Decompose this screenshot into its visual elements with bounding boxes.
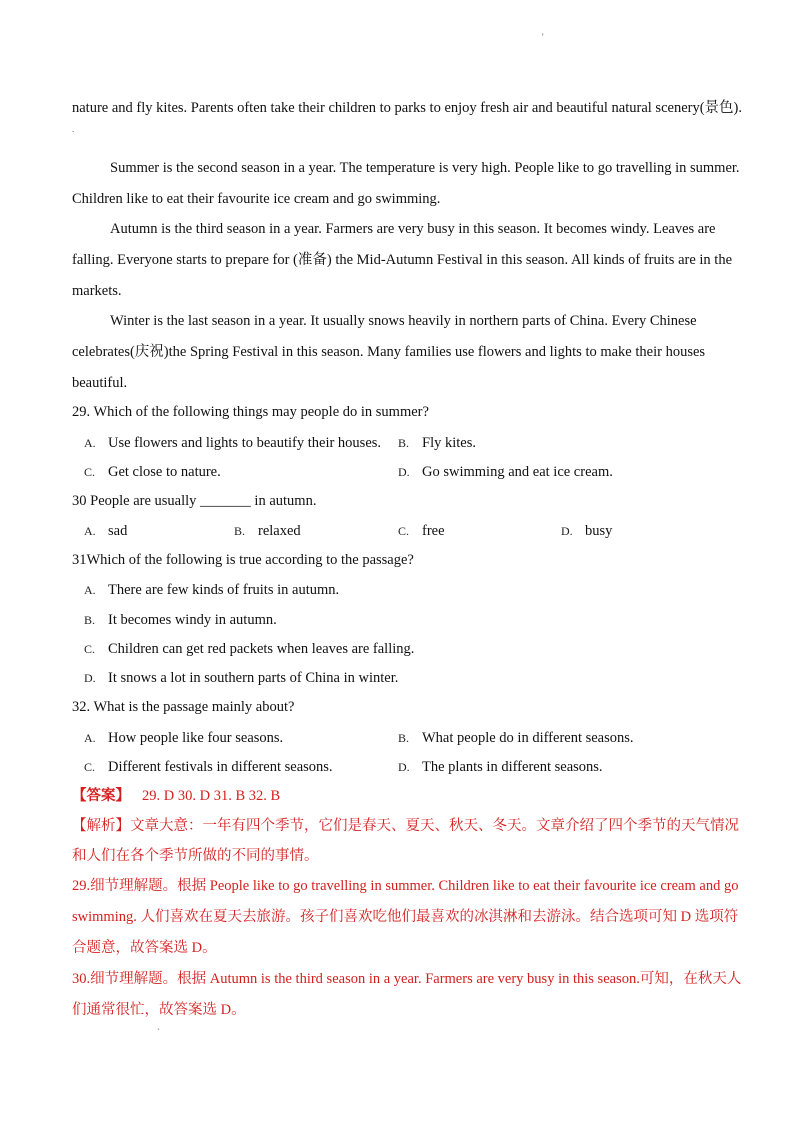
passage-winter-line: Winter is the last season in a year. It usually snows heavily in northern parts of China. Every Chinese — [110, 313, 697, 329]
analysis-30-line: 30.细节理解题。根据 Autumn is the third season in a year. Farmers are very busy in this season.可知，在秋天人 — [72, 971, 742, 987]
answer-text: 29. D 30. D 31. B 32. B — [142, 788, 281, 804]
option-29-d: D. Go swimming and eat ice cream. — [398, 464, 613, 480]
question-32-stem: 32. What is the passage mainly about? — [72, 699, 295, 715]
option-31-c: C. Children can get red packets when leaves are falling. — [84, 641, 415, 657]
scan-mark: . — [72, 124, 75, 134]
scan-mark: ` — [157, 1027, 160, 1037]
option-29-b: B. Fly kites. — [398, 435, 476, 451]
analysis-30-line: 们通常很忙，故答案选 D。 — [72, 1002, 246, 1018]
option-32-a: A. How people like four seasons. — [84, 730, 284, 746]
option-32-c: C. Different festivals in different seasons. — [84, 759, 333, 775]
passage-summer-line: Summer is the second season in a year. The temperature is very high. People like to go travelling in summer. — [110, 160, 740, 176]
analysis-29-line: 29.细节理解题。根据 People like to go travelling in summer. Children like to eat their favourite ice cream and go — [72, 878, 739, 894]
answer-label: 【答案】 — [72, 788, 130, 804]
question-31-stem: 31Which of the following is true according to the passage? — [72, 552, 414, 568]
option-29-c: C. Get close to nature. — [84, 464, 221, 480]
option-30-d: D. busy — [561, 523, 613, 539]
passage-autumn-line: falling. Everyone starts to prepare for (准备) the Mid-Autumn Festival in this season. All kinds of fruits are in the — [72, 252, 733, 268]
passage-summer-line: Children like to eat their favourite ice cream and go swimming. — [72, 191, 441, 207]
passage-autumn-line: Autumn is the third season in a year. Farmers are very busy in this season. It becomes windy. Leaves are — [110, 221, 716, 237]
passage-winter-line: beautiful. — [72, 375, 128, 391]
option-31-b: B. It becomes windy in autumn. — [84, 612, 277, 628]
passage-line: nature and fly kites. Parents often take their children to parks to enjoy fresh air and beautiful natural scenery(景色). — [72, 100, 742, 116]
option-31-a: A. There are few kinds of fruits in autumn. — [84, 582, 340, 598]
analysis-summary-line: 和人们在各个季节所做的不同的事情。 — [72, 848, 319, 864]
passage-autumn-line: markets. — [72, 283, 122, 299]
option-30-b: B. relaxed — [234, 523, 301, 539]
option-29-a: A. Use flowers and lights to beautify their houses. — [84, 435, 382, 451]
option-32-b: B. What people do in different seasons. — [398, 730, 634, 746]
option-30-a: A. sad — [84, 523, 128, 539]
passage-winter-line: celebrates(庆祝)the Spring Festival in this season. Many families use flowers and lights to make their houses — [72, 344, 706, 360]
question-29-stem: 29. Which of the following things may people do in summer? — [72, 404, 429, 420]
option-32-d: D. The plants in different seasons. — [398, 759, 603, 775]
answer-line — [72, 789, 280, 804]
question-30-stem: 30 People are usually _______ in autumn. — [72, 493, 317, 509]
analysis-29-line: 合题意，故答案选 D。 — [72, 940, 217, 956]
option-31-d: D. It snows a lot in southern parts of China in winter. — [84, 670, 399, 686]
option-30-c: C. free — [398, 523, 445, 539]
analysis-summary-line: 【解析】文章大意：一年有四个季节，它们是春天、夏天、秋天、冬天。文章介绍了四个季节的天气情况 — [72, 818, 739, 834]
analysis-29-line: swimming. 人们喜欢在夏天去旅游。孩子们喜欢吃他们最喜欢的冰淇淋和去游泳。结合选项可知 D 选项符 — [72, 909, 739, 925]
scan-mark: ' — [542, 32, 544, 42]
